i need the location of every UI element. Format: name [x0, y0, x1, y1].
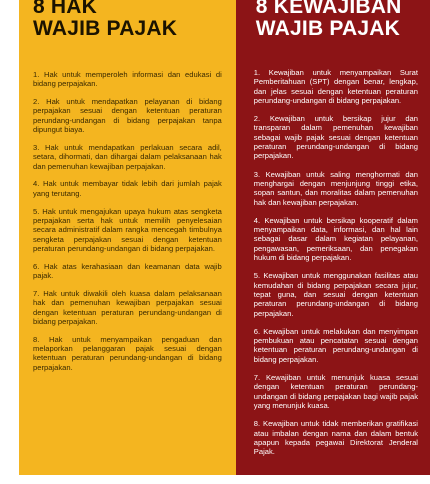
obligations-title-line1: 8 KEWAJIBAN — [255, 0, 402, 18]
obligations-item: 6. Kewajiban untuk melakukan dan menyimpan pembukuan atau pencatatan sesuai dengan ketentuan peraturan perundang-undangan di bidang perpajakan. — [253, 326, 418, 364]
obligations-title-line2: WAJIB PAJAK — [255, 17, 400, 40]
obligations-item: 8. Kewajiban untuk tidak memberikan gratifikasi atau imbalan dengan nama dan dalam bentuk apapun kepada pegawai Direktorat Jenderal Pajak. — [253, 419, 418, 457]
obligations-panel — [236, 0, 430, 475]
rights-item: 4. Hak untuk membayar tidak lebih dari jumlah pajak yang terutang. — [33, 179, 222, 198]
rights-panel — [19, 0, 236, 475]
rights-title — [33, 0, 222, 40]
obligations-list — [254, 68, 418, 456]
rights-item: 5. Hak untuk mengajukan upaya hukum atas sengketa perpajakan serta hak untuk memilih penyelesaian secara administratif dalam rangka mencegah timbulnya sengketa perpajakan sesuai dengan ketentuan peraturan perundang-undangan di bidang perpajakan. — [33, 206, 222, 253]
obligations-item: 7. Kewajiban untuk menunjuk kuasa sesuai dengan ketentuan peraturan perundang-undangan di bidang perpajakan bagi wajib pajak yang menunjuk kuasa. — [253, 373, 418, 410]
rights-list — [33, 70, 222, 372]
rights-title-line2: WAJIB PAJAK — [33, 17, 178, 40]
obligations-title — [256, 0, 418, 40]
obligations-item: 1. Kewajiban untuk menyampaikan Surat Pemberitahuan (SPT) dengan benar, lengkap, dan jelas sesuai dengan ketentuan peraturan perundang-undangan di bidang perpajakan. — [253, 68, 418, 105]
rights-item: 7. Hak untuk diwakili oleh kuasa dalam pelaksanaan hak dan pemenuhan kewajiban perpajakan sesuai dengan ketentuan peraturan perundang-undangan di bidang perpajakan. — [33, 288, 222, 326]
obligations-item: 4. Kewajiban untuk bersikap kooperatif dalam menyampaikan data, informasi, dan hal lain sebagai dasar dalam kegiatan pelayanan, pengawasan, pemeriksaan, dan penegakan hukum di bidang perpajakan. — [253, 215, 418, 263]
rights-item: 1. Hak untuk memperoleh informasi dan edukasi di bidang perpajakan. — [33, 70, 222, 89]
obligations-item: 2. Kewajiban untuk bersikap jujur dan transparan dalam pemenuhan kewajiban sebagai wajib pajak sesuai dengan ketentuan peraturan perundang-undangan di bidang perpajakan. — [253, 114, 418, 161]
obligations-item: 5. Kewajiban untuk menggunakan fasilitas atau kemudahan di bidang perpajakan secara jujur, tepat guna, dan sesuai dengan ketentuan peraturan perundang-undangan di bidang perpajakan. — [253, 271, 418, 318]
rights-item: 2. Hak untuk mendapatkan pelayanan di bidang perpajakan sesuai dengan ketentuan peraturan perundang-undangan di bidang perpajakan tanpa dipungut biaya. — [33, 97, 222, 135]
rights-item: 3. Hak untuk mendapatkan perlakuan secara adil, setara, dihormati, dan dihargai dalam pelaksanaan hak dan pemenuhan kewajiban perpajakan. — [33, 142, 222, 171]
rights-item: 6. Hak atas kerahasiaan dan keamanan data wajib pajak. — [33, 261, 222, 281]
rights-title-line1: 8 HAK — [33, 0, 98, 18]
obligations-item: 3. Kewajiban untuk saling menghormati dan menghargai dengan menjunjung tinggi etika, sopan santun, dan moralitas dalam pemenuhan hak dan kewajiban perpajakan. — [253, 169, 418, 207]
rights-item: 8. Hak untuk menyampaikan pengaduan dan melaporkan pelanggaran pajak sesuai dengan ketentuan peraturan perundang-undangan di bidang perpajakan. — [33, 334, 222, 372]
